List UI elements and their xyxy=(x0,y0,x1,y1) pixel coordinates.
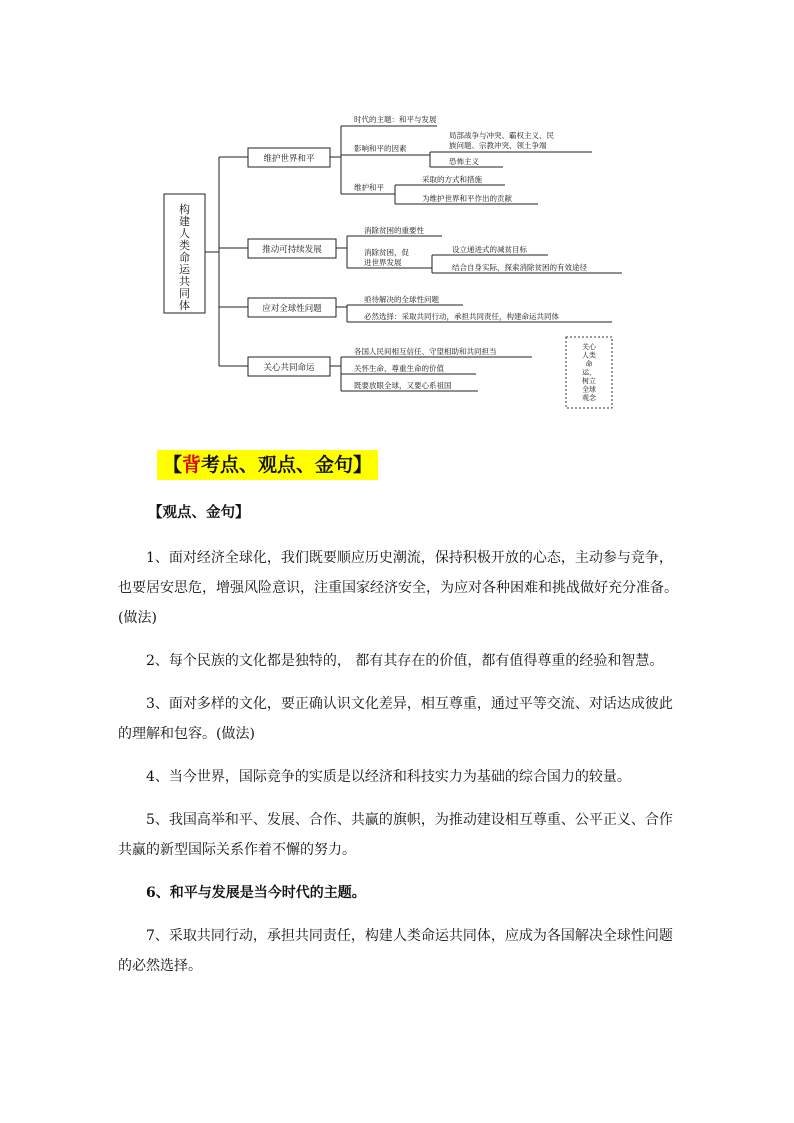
sub-label: 消除贫困，促 xyxy=(364,248,409,257)
branch-label-common-destiny: 关心共同命运 xyxy=(263,363,315,373)
leaf-label: 局部战争与冲突、霸权主义、民 xyxy=(449,131,554,140)
quote-paragraph: 3、面对多样的文化，要正确认识文化差异，相互尊重，通过平等交流、对话达成彼此的理解和包容。(做法) xyxy=(118,696,673,742)
sub-label: 各国人民间相互信任、守望相助和共同担当 xyxy=(354,347,497,356)
section-title: 【观点、金句】 xyxy=(148,504,250,521)
side-note-text: 关心人类命运，树立全球观念 xyxy=(582,343,596,402)
quote-paragraph: 1、面对经济全球化，我们既要顺应历史潮流，保持积极开放的心态，主动参与竞争，也要居安思危，增强风险意识，注重国家经济安全，为应对各种困难和挑战做好充分准备。(做法) xyxy=(118,550,678,626)
quote-paragraph: 4、当今世界，国际竞争的实质是以经济和科技实力为基础的综合国力的较量。 xyxy=(146,769,631,785)
sub-label: 亟待解决的全球性问题 xyxy=(364,295,439,304)
root-node-text: 构建人类命运共同体 xyxy=(179,203,190,312)
sub-label: 消除贫困的重要性 xyxy=(364,226,424,235)
sub-label: 关怀生命、尊重生命的价值 xyxy=(354,364,444,373)
sub-label: 必然选择：采取共同行动，承担共同责任，构建命运共同体 xyxy=(364,312,559,321)
leaf-label: 恐怖主义 xyxy=(449,157,479,166)
quote-paragraph: 2、每个民族的文化都是独特的， 都有其存在的价值，都有值得尊重的经验和智慧。 xyxy=(146,653,664,669)
branch-label-development: 推动可持续发展 xyxy=(262,245,322,255)
sub-label: 时代的主题：和平与发展 xyxy=(354,115,437,124)
quotes-list xyxy=(118,543,678,994)
leaf-label: 结合自身实际，探索消除贫困的有效途径 xyxy=(452,263,587,272)
leaf-label: 族问题、宗教冲突、领土争端 xyxy=(449,141,547,150)
branch-label-global-issues: 应对全球性问题 xyxy=(262,304,322,314)
sub-label: 影响和平的因素 xyxy=(354,144,407,153)
mind-map-diagram xyxy=(0,0,794,430)
leaf-label: 为维护世界和平作出的贡献 xyxy=(422,194,512,203)
quote-paragraph: 5、我国高举和平、发展、合作、共赢的旗帜，为推动建设相互尊重、公平正义、合作共赢的新型国际关系作着不懈的努力。 xyxy=(118,812,673,858)
key-points-banner: 【背考点、观点、金句】 xyxy=(157,450,378,480)
sub-label: 进世界发展 xyxy=(364,258,402,267)
sub-label: 维护和平 xyxy=(354,183,384,192)
leaf-label: 设立递进式的减贫目标 xyxy=(452,245,527,254)
quote-paragraph: 6、和平与发展是当今时代的主题。 xyxy=(146,885,366,901)
quote-paragraph: 7、采取共同行动，承担共同责任，构建人类命运共同体，应成为各国解决全球性问题的必然选择。 xyxy=(118,928,673,974)
branch-label-peace: 维护世界和平 xyxy=(263,154,315,164)
leaf-label: 采取的方式和措施 xyxy=(422,175,482,184)
banner-highlight-char: 背 xyxy=(182,454,202,476)
sub-label: 既要放眼全球，又要心系祖国 xyxy=(354,381,452,390)
